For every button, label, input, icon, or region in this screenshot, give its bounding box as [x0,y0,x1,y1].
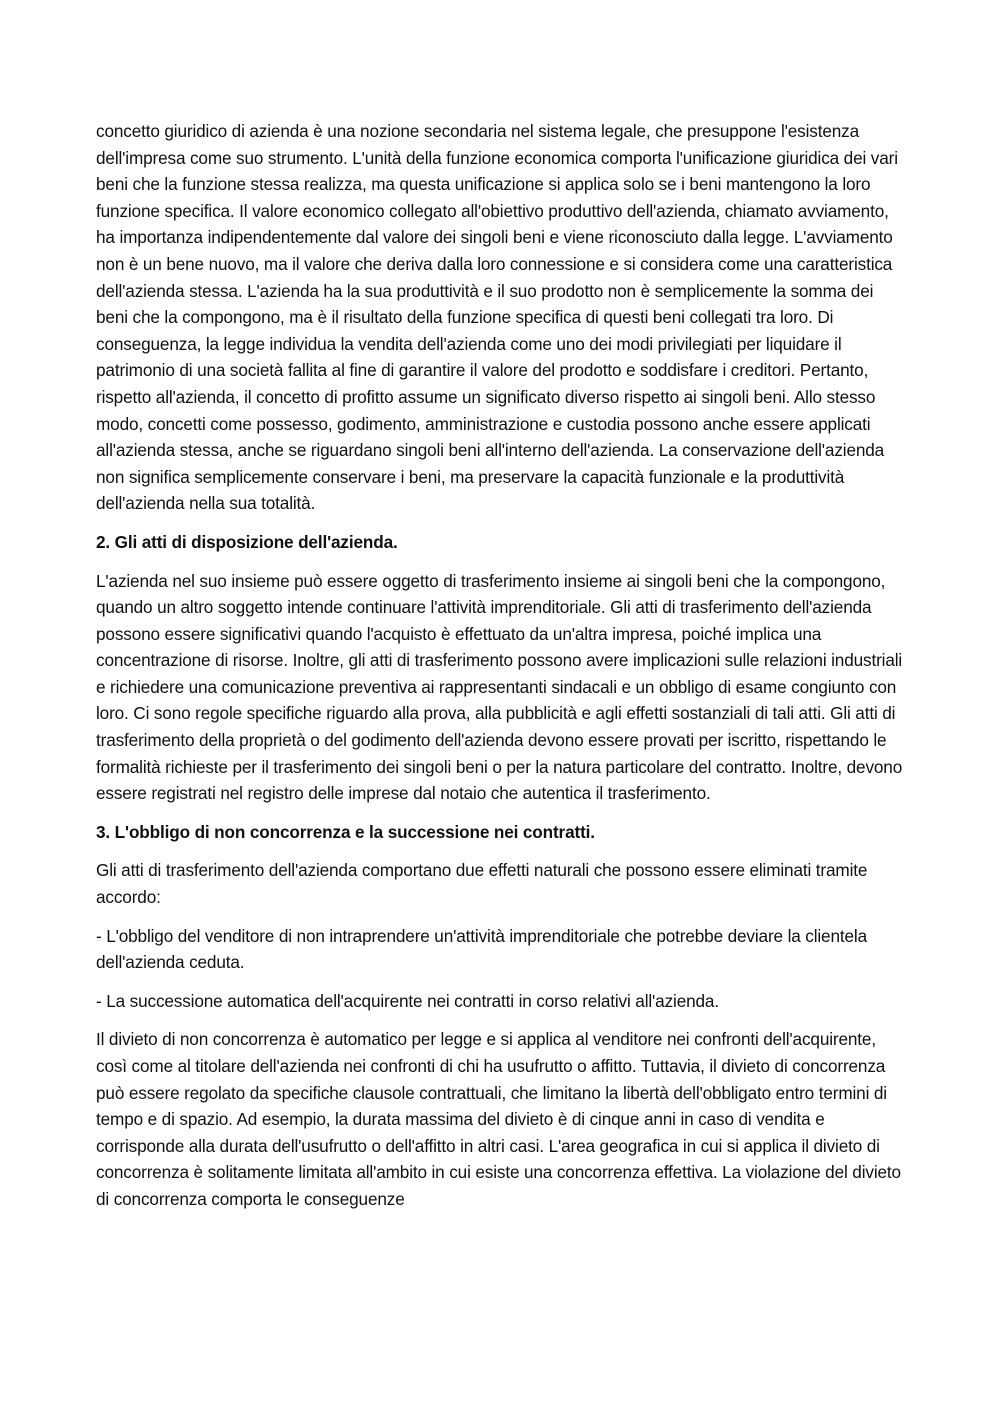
section-heading-3: 3. L'obbligo di non concorrenza e la successione nei contratti. [96,821,595,842]
body-paragraph: Gli atti di trasferimento dell'azienda comportano due effetti naturali che possono essere eliminati tramite accordo: [96,860,868,908]
body-paragraph: L'azienda nel suo insieme può essere oggetto di trasferimento insieme ai singoli beni che la compongono, quando un altro soggetto intende continuare l'attività imprenditoriale. Gli atti di trasferimento dell'azienda possono essere significativi quando l'acquisto è effettuato da un'altra impresa, poiché implica una concentrazione di risorse. Inoltre, gli atti di trasferimento possono avere implicazioni sulle relazioni industriali e richiedere una comunicazione preventiva ai rappresentanti sindacali e un obbligo di esame congiunto con loro. Ci sono regole specifiche riguardo alla prova, alla pubblicità e agli effetti sostanziali di tali atti. Gli atti di trasferimento della proprietà o del godimento dell'azienda devono essere provati per iscritto, rispettando le formalità richieste per il trasferimento dei singoli beni o per la natura particolare del contratto. Inoltre, devono essere registrati nel registro delle imprese dal notaio che autentica il trasferimento. [96,570,903,804]
section-heading-2: 2. Gli atti di disposizione dell'azienda. [96,531,398,552]
body-paragraph: concetto giuridico di azienda è una nozione secondaria nel sistema legale, che presuppone l'esistenza dell'impresa come suo strumento. L'unità della funzione economica comporta l'unificazione giuridica dei vari beni che la funzione stessa realizza, ma questa unificazione si applica solo se i beni mantengono la loro funzione specifica. Il valore economico collegato all'obiettivo produttivo dell'azienda, chiamato avviamento, ha importanza indipendentemente dal valore dei singoli beni e viene riconosciuto dalla legge. L'avviamento non è un bene nuovo, ma il valore che deriva dalla loro connessione e si considera come una caratteristica dell'azienda stessa. L'azienda ha la sua produttività e il suo prodotto non è semplicemente la somma dei beni che la compongono, ma è il risultato della funzione specifica di questi beni collegati tra loro. Di conseguenza, la legge individua la vendita dell'azienda come uno dei modi privilegiati per liquidare il patrimonio di una società fallita al fine di garantire il valore del prodotto e soddisfare i creditori. Pertanto, rispetto all'azienda, il concetto di profitto assume un significato diverso rispetto ai singoli beni. Allo stesso modo, concetti come possesso, godimento, amministrazione e custodia possono anche essere applicati all'azienda stessa, anche se riguardano singoli beni all'interno dell'azienda. La conservazione dell'azienda non significa semplicemente conservare i beni, ma preservare la capacità funzionale e la produttività dell'azienda nella sua totalità. [96,121,898,514]
list-item: - L'obbligo del venditore di non intraprendere un'attività imprenditoriale che potrebbe deviare la clientela dell'azienda ceduta. [96,925,867,973]
document-page [96,118,908,1225]
list-item: - La successione automatica dell'acquirente nei contratti in corso relativi all'azienda. [96,990,719,1011]
body-paragraph: Il divieto di non concorrenza è automatico per legge e si applica al venditore nei confronti dell'acquirente, così come al titolare dell'azienda nei confronti di chi ha usufrutto o affitto. Tuttavia, il divieto di concorrenza può essere regolato da specifiche clausole contrattuali, che limitano la libertà dell'obbligato entro termini di tempo e di spazio. Ad esempio, la durata massima del divieto è di cinque anni in caso di vendita e corrisponde alla durata dell'usufrutto o dell'affitto in altri casi. L'area geografica in cui si applica il divieto di concorrenza è solitamente limitata all'ambito in cui esiste una concorrenza effettiva. La violazione del divieto di concorrenza comporta le conseguenze [96,1029,901,1209]
